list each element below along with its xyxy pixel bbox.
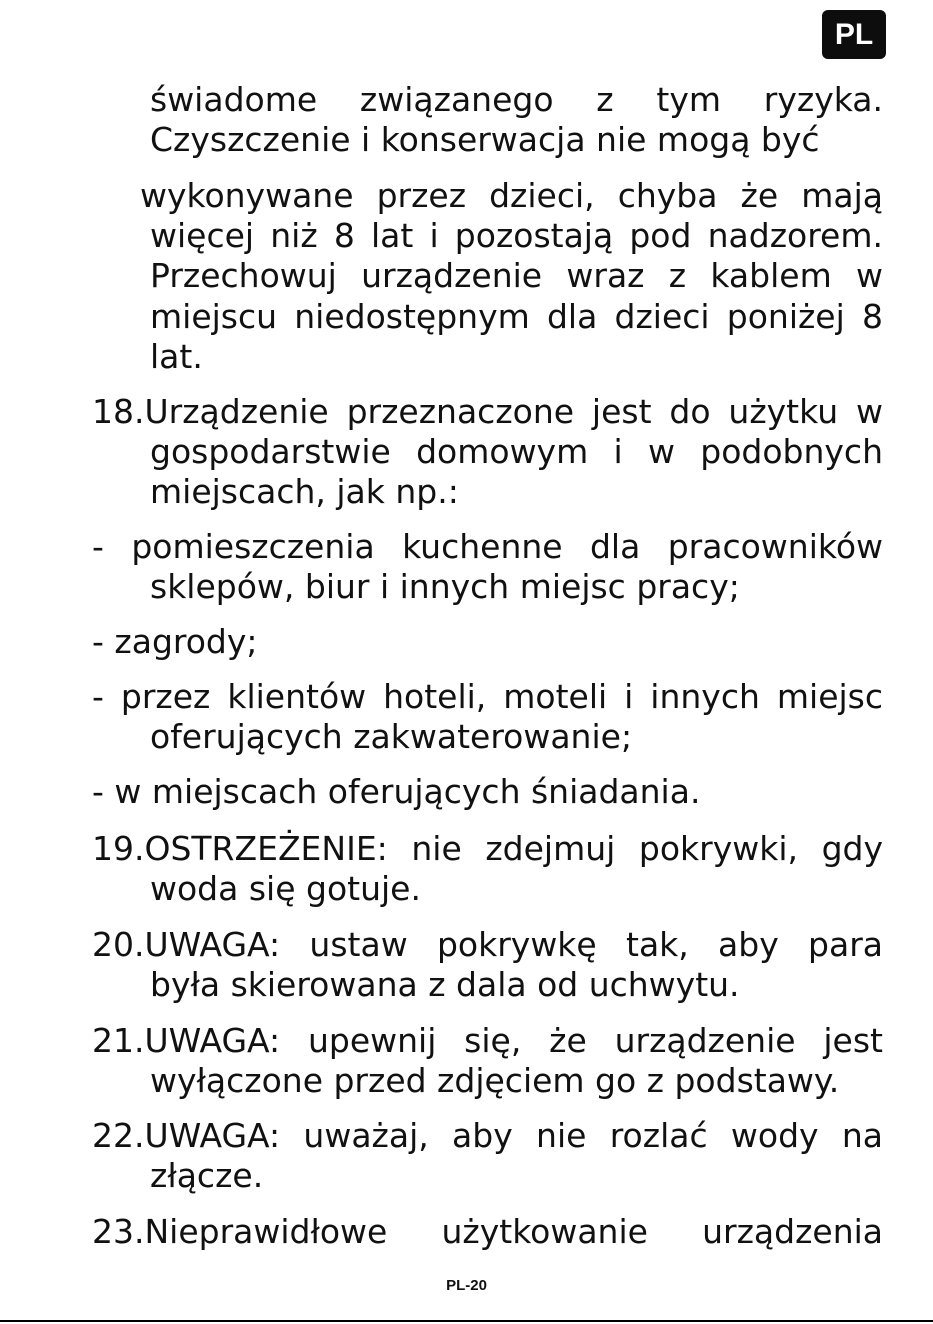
list-item-21: 21.UWAGA: upewnij się, że urządzenie jest (92, 1021, 883, 1060)
text-line: Przechowuj urządzenie wraz z kablem w (150, 256, 883, 295)
text-line: była skierowana z dala od uchwytu. (150, 965, 740, 1004)
text-line: więcej niż 8 lat i pozostają pod nadzorem. (150, 216, 883, 255)
text-line: wyłączone przed zdjęciem go z podstawy. (150, 1061, 840, 1100)
text-line: Czyszczenie i konserwacja nie mogą być (150, 120, 820, 159)
list-item-23: 23.Nieprawidłowe użytkowanie urządzenia (92, 1212, 883, 1251)
page-number: PL-20 (446, 1277, 487, 1294)
text-line: sklepów, biur i innych miejsc pracy; (150, 567, 740, 606)
text-line: gospodarstwie domowym i w podobnych (150, 432, 883, 471)
list-item-19: 19.OSTRZEŻENIE: nie zdejmuj pokrywki, gdy (92, 829, 883, 868)
list-item-20: 20.UWAGA: ustaw pokrywkę tak, aby para (92, 925, 883, 964)
list-item-18: 18.Urządzenie przeznaczone jest do użytku w (92, 392, 883, 431)
text-line: lat. (150, 337, 203, 376)
bullet-item: - zagrody; (92, 622, 258, 661)
bullet-item: - przez klientów hoteli, moteli i innych miejsc (92, 677, 883, 716)
bullet-item: - w miejscach oferujących śniadania. (92, 772, 701, 811)
text-line: wykonywane przez dzieci, chyba że mają (140, 176, 883, 215)
language-badge: PL (822, 10, 886, 59)
text-line: miejscach, jak np.: (150, 472, 459, 511)
bullet-item: - pomieszczenia kuchenne dla pracowników (92, 527, 883, 566)
text-line: złącze. (150, 1156, 264, 1195)
text-line: miejscu niedostępnym dla dzieci poniżej 8 (150, 297, 883, 336)
text-line: woda się gotuje. (150, 869, 421, 908)
text-line: świadome związanego z tym ryzyka. (150, 80, 883, 119)
bottom-rule (0, 1320, 933, 1322)
text-line: oferujących zakwaterowanie; (150, 717, 633, 756)
list-item-22: 22.UWAGA: uważaj, aby nie rozlać wody na (92, 1116, 883, 1155)
